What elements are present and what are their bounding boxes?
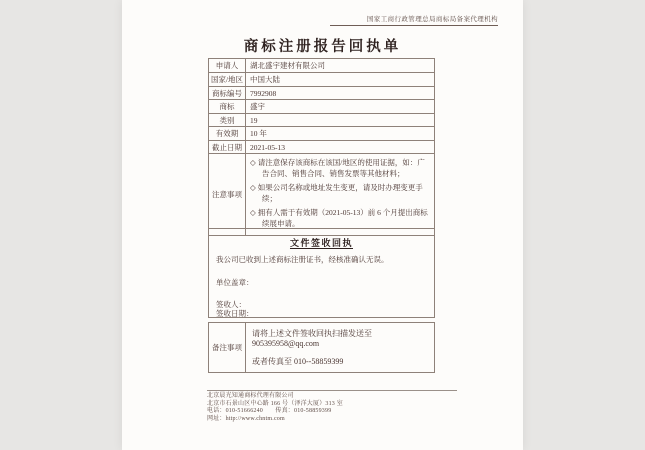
note-item [250,158,430,179]
remarks-line-fax: 或者传真至 010--58859399 [252,357,344,366]
header-agency-line: 国家工商行政管理总局商标局备案代理机构 [330,14,498,26]
row-label: 有效期 [209,127,246,141]
row-value: 10 年 [246,127,435,141]
diamond-bullet-icon: ◇ [250,208,256,217]
row-value: 7992908 [246,87,435,100]
row-label: 商标 [209,100,246,114]
remarks-label: 备注事项 [209,323,246,373]
table-row-validity [209,127,435,141]
row-value: 2021-05-13 [246,141,435,154]
row-value: 中国大陆 [246,73,435,87]
table-row-applicant [209,59,435,73]
row-label: 类别 [209,114,246,127]
diamond-bullet-icon: ◇ [250,158,256,167]
row-label: 申请人 [209,59,246,73]
note-item [250,208,430,229]
table-row-trademark [209,100,435,114]
company-seal-label: 单位盖章： [216,278,254,287]
receipt-statement: 我公司已收到上述商标注册证书，经核准确认无误。 [216,255,389,264]
remarks-line-email: 请将上述文件签收回执扫描发送至 905395958@qq.com [252,329,372,348]
row-label: 国家/地区 [209,73,246,87]
row-label: 商标编号 [209,87,246,100]
footer-website: 网址：http://www.chntm.com [207,415,285,422]
remarks-table [208,322,435,373]
document-page [122,0,523,450]
footer-phone-fax: 电话：010-51666240 传真：010-58859399 [207,408,332,414]
notes-content [246,154,435,236]
agency-footer [207,390,457,423]
table-row-deadline [209,141,435,154]
note-text: 请注意保存该商标在该国/地区的使用证据，如：广告合同、销售合同、销售发票等其他材料； [257,158,425,178]
note-text: 拥有人需于有效期（2021-05-13）前 6 个月提出商标续展申请。 [257,208,428,228]
row-label: 截止日期 [209,141,246,154]
signer-label: 签收人： [216,300,246,309]
receipt-box-title: 文件签收回执 [289,238,353,248]
remarks-content [246,323,435,373]
row-value: 19 [246,114,435,127]
diamond-bullet-icon: ◇ [250,183,256,192]
footer-company-name: 北京晨光知通商标代理有限公司 [207,393,294,399]
table-row-remarks [209,323,435,373]
receipt-confirmation-box [208,228,435,318]
notes-label: 注意事项 [209,154,246,236]
table-row-country [209,73,435,87]
footer-address: 北京市石景山区中心路 166 号（泽洋大厦）313 室 [207,400,343,407]
page-title: 商标注册报告回执单 [243,39,402,55]
note-item [250,183,430,204]
table-row-notes [209,154,435,236]
table-row-trademark-number [209,87,435,100]
trademark-info-table [208,58,435,236]
row-value: 盛宇 [246,100,435,114]
table-row-class [209,114,435,127]
row-value: 湖北盛宇建材有限公司 [246,59,435,73]
note-text: 如果公司名称或地址发生变更，请及时办理变更手续； [257,183,423,203]
sign-date-label: 签收日期： [216,309,254,318]
